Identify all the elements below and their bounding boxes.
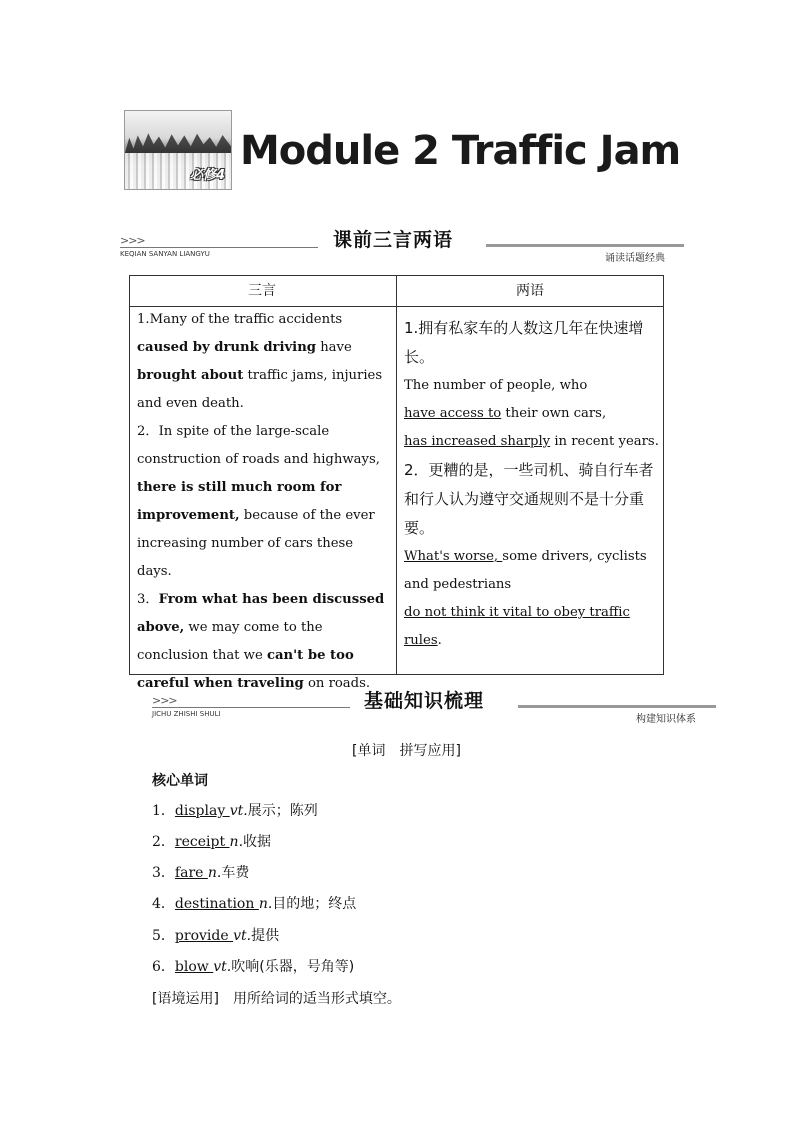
divider <box>120 247 318 248</box>
vocab-item: 4．destination n.目的地；终点 <box>152 896 357 912</box>
english-answer: What's worse, some drivers, cyclists and pedestrians do not think it vital to obey traffic rules. <box>404 549 647 648</box>
column-header: 两语 <box>516 283 544 299</box>
context-exercise-heading: [语境运用] 用所给词的适当形式填空。 <box>152 991 401 1007</box>
divider <box>486 244 684 247</box>
section-title: 基础知识梳理 <box>364 690 485 712</box>
divider <box>152 707 350 708</box>
module-title: Module 2 Traffic Jam <box>240 128 681 174</box>
vocab-item: 2．receipt n.收据 <box>152 834 272 850</box>
module-thumbnail-image <box>124 110 232 190</box>
sentence-item: 2．In spite of the large-scale construction of roads and highways, there is still much room for improvement, because of the ever increasing number of cars these days. <box>137 424 380 579</box>
tree-line-graphic <box>125 131 231 153</box>
chinese-prompt: 1.拥有私家车的人数这几年在快速增长。 <box>404 319 644 366</box>
core-words-heading: 核心单词 <box>152 773 208 789</box>
vocab-item: 3．fare n.车费 <box>152 865 250 881</box>
sentence-item: 1.Many of the traffic accidents caused by drunk driving have brought about traffic jams, injuries and even death. <box>137 312 383 411</box>
section-subtitle: 构建知识体系 <box>636 714 696 725</box>
subsection-title: [单词 拼写应用] <box>352 743 461 759</box>
chinese-prompt: 2．更糟的是，一些司机、骑自行车者和行人认为遵守交通规则不是十分重要。 <box>404 461 654 537</box>
chevrons-icon: >>> <box>120 234 145 247</box>
sanyan-liangyu-table <box>129 275 664 691</box>
section-pinyin: JICHU ZHISHI SHULI <box>152 710 221 718</box>
section-title: 课前三言两语 <box>333 229 454 251</box>
vocab-item: 6．blow vt.吹响(乐器，号角等) <box>152 959 355 975</box>
divider <box>518 705 716 708</box>
column-header: 三言 <box>248 283 276 299</box>
vocab-item: 1．display vt.展示；陈列 <box>152 803 318 819</box>
vocab-item: 5．provide vt.提供 <box>152 928 280 944</box>
sentence-list <box>137 306 389 698</box>
english-answer: The number of people, who have access to their own cars, has increased sharply in recent years. <box>404 378 659 449</box>
translation-exercise <box>404 314 660 655</box>
section-pinyin: KEQIAN SANYAN LIANGYU <box>120 250 210 258</box>
chevrons-icon: >>> <box>152 694 177 707</box>
sentence-item: 3．From what has been discussed above, we may come to the conclusion that we can't be too careful when traveling on roads. <box>137 592 385 691</box>
section-subtitle: 诵读话题经典 <box>605 253 665 264</box>
thumb-label: 必修4 <box>189 168 225 183</box>
